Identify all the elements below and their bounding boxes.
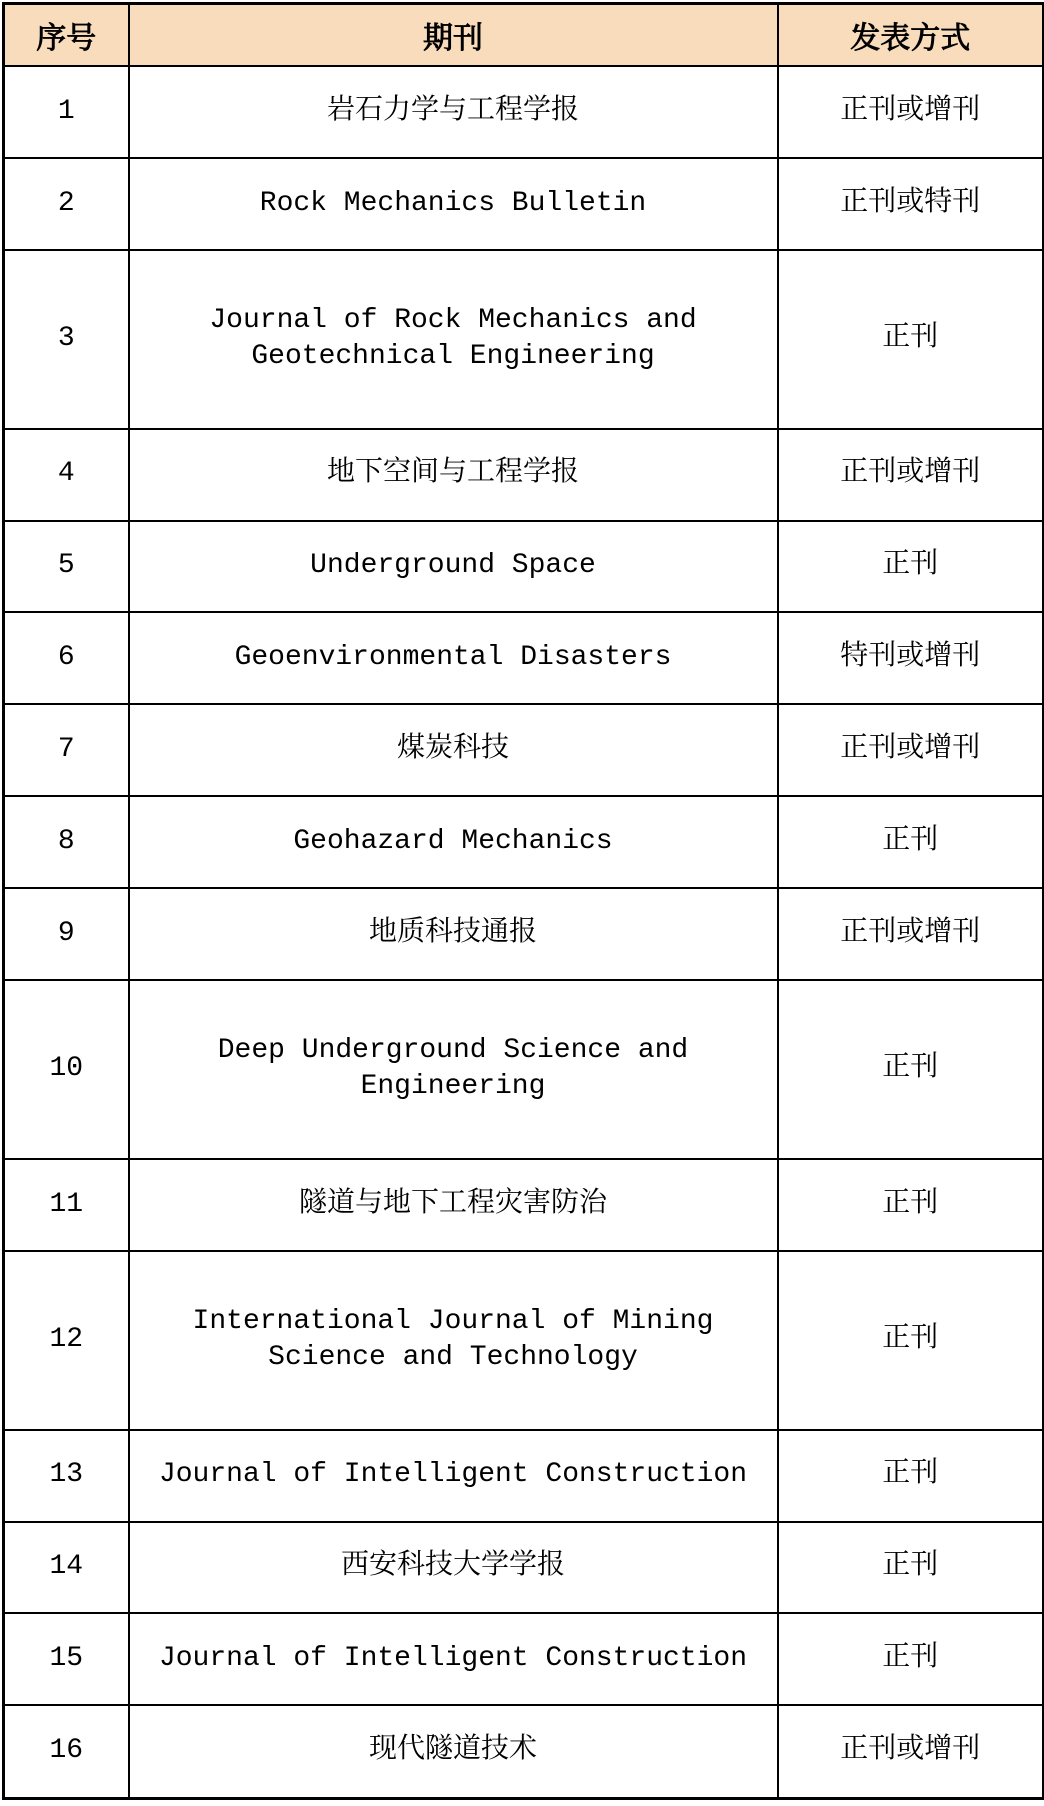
publication-method: 正刊 bbox=[778, 250, 1044, 429]
table-row bbox=[4, 1251, 1044, 1430]
row-number: 2 bbox=[4, 158, 129, 250]
journal-name: Journal of Intelligent Construction bbox=[129, 1613, 778, 1705]
table-row bbox=[4, 521, 1044, 613]
table-row bbox=[4, 704, 1044, 796]
journal-name: Geoenvironmental Disasters bbox=[129, 612, 778, 704]
row-number: 4 bbox=[4, 429, 129, 521]
table-header-row bbox=[4, 4, 1044, 67]
row-number: 16 bbox=[4, 1705, 129, 1798]
table-row bbox=[4, 1613, 1044, 1705]
table-row bbox=[4, 1705, 1044, 1798]
publication-method: 正刊或增刊 bbox=[778, 888, 1044, 980]
journal-name: 西安科技大学学报 bbox=[129, 1522, 778, 1614]
row-number: 14 bbox=[4, 1522, 129, 1614]
header-no: 序号 bbox=[4, 4, 129, 67]
journal-name: 地下空间与工程学报 bbox=[129, 429, 778, 521]
row-number: 5 bbox=[4, 521, 129, 613]
table-row bbox=[4, 1430, 1044, 1522]
publication-method: 正刊 bbox=[778, 1522, 1044, 1614]
publication-method: 正刊或增刊 bbox=[778, 704, 1044, 796]
table-row bbox=[4, 158, 1044, 250]
row-number: 8 bbox=[4, 796, 129, 888]
publication-method: 正刊 bbox=[778, 1430, 1044, 1522]
journal-name: 隧道与地下工程灾害防治 bbox=[129, 1159, 778, 1251]
journal-name: International Journal of Mining Science and Technology bbox=[129, 1251, 778, 1430]
table-row bbox=[4, 66, 1044, 158]
journal-name: Journal of Rock Mechanics and Geotechnical Engineering bbox=[129, 250, 778, 429]
publication-method: 正刊或增刊 bbox=[778, 1705, 1044, 1798]
journal-name: 现代隧道技术 bbox=[129, 1705, 778, 1798]
publication-method: 正刊或特刊 bbox=[778, 158, 1044, 250]
journal-name: Journal of Intelligent Construction bbox=[129, 1430, 778, 1522]
row-number: 1 bbox=[4, 66, 129, 158]
journal-name: Rock Mechanics Bulletin bbox=[129, 158, 778, 250]
row-number: 13 bbox=[4, 1430, 129, 1522]
publication-method: 正刊或增刊 bbox=[778, 429, 1044, 521]
publication-method: 正刊或增刊 bbox=[778, 66, 1044, 158]
table-row bbox=[4, 429, 1044, 521]
row-number: 6 bbox=[4, 612, 129, 704]
row-number: 7 bbox=[4, 704, 129, 796]
row-number: 11 bbox=[4, 1159, 129, 1251]
table-row bbox=[4, 1522, 1044, 1614]
table-row bbox=[4, 250, 1044, 429]
journal-name: 岩石力学与工程学报 bbox=[129, 66, 778, 158]
table-row bbox=[4, 796, 1044, 888]
journal-name: 地质科技通报 bbox=[129, 888, 778, 980]
journal-name: 煤炭科技 bbox=[129, 704, 778, 796]
journal-name: Geohazard Mechanics bbox=[129, 796, 778, 888]
publication-method: 正刊 bbox=[778, 796, 1044, 888]
header-journal: 期刊 bbox=[129, 4, 778, 67]
publication-method: 正刊 bbox=[778, 521, 1044, 613]
row-number: 12 bbox=[4, 1251, 129, 1430]
publication-method: 正刊 bbox=[778, 1613, 1044, 1705]
journal-name: Underground Space bbox=[129, 521, 778, 613]
publication-method: 正刊 bbox=[778, 1159, 1044, 1251]
table-row bbox=[4, 980, 1044, 1159]
row-number: 3 bbox=[4, 250, 129, 429]
journal-name: Deep Underground Science and Engineering bbox=[129, 980, 778, 1159]
publication-method: 特刊或增刊 bbox=[778, 612, 1044, 704]
journal-table-body bbox=[4, 66, 1044, 1799]
row-number: 9 bbox=[4, 888, 129, 980]
publication-method: 正刊 bbox=[778, 980, 1044, 1159]
header-method: 发表方式 bbox=[778, 4, 1044, 67]
row-number: 10 bbox=[4, 980, 129, 1159]
table-row bbox=[4, 612, 1044, 704]
journal-table bbox=[2, 2, 1044, 1800]
table-row bbox=[4, 1159, 1044, 1251]
publication-method: 正刊 bbox=[778, 1251, 1044, 1430]
table-row bbox=[4, 888, 1044, 980]
row-number: 15 bbox=[4, 1613, 129, 1705]
